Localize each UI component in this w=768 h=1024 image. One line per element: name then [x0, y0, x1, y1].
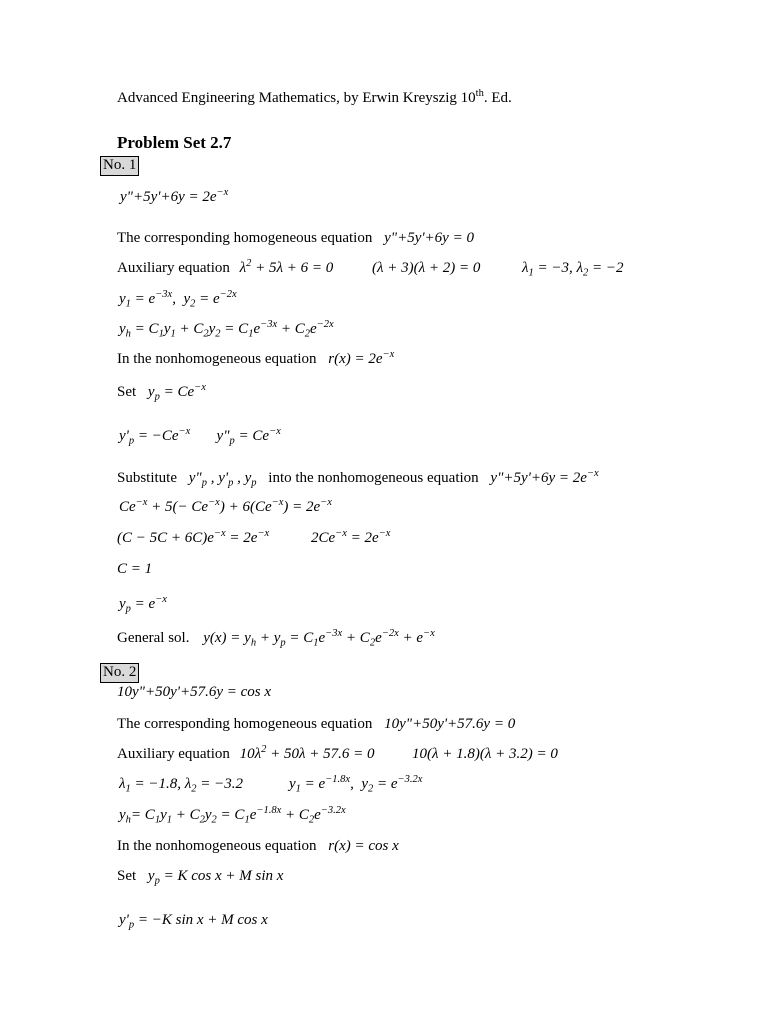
p2-yp-guess: $y_p = K$ cos x + M sin x [147, 868, 284, 887]
p1-substitute-line [117, 468, 599, 489]
problem-2-label: No. 2 [100, 663, 139, 683]
p1-general-eq: $y(x) = y_h + y_p = C_1e^{-3x} + C_2e^{-2x} + e^{-x}$ [203, 628, 435, 649]
p1-c-value: C = 1 [117, 561, 153, 577]
p2-homogeneous-line [117, 717, 515, 732]
p1-factored: (λ + 3)(λ + 2) = 0 [372, 260, 481, 276]
p1-yp-result: $y_p = e^{-x}$ [119, 594, 167, 615]
p1-yh: $y_h = C_1y_1 + C_2y_2 = C_1e^{-3x} + C_2e^{-2x}$ [119, 319, 334, 340]
p1-sub-line-2b: $2Ce^{-x} = 2e^{-x}$ [311, 528, 391, 546]
p1-auxiliary-line [117, 258, 334, 276]
p2-factored: 10(λ + 1.8)(λ + 3.2) = 0 [412, 746, 558, 762]
p1-sub-line-2a: $(C - 5C + 6C)e^{-x} = 2e^{-x}$ [117, 528, 270, 546]
p2-deriv: $y'_p = -K$ sin x + M cos x [119, 912, 268, 931]
p1-into-text: into the nonhomogeneous equation [268, 470, 479, 486]
p1-auxiliary-text: Auxiliary equation [117, 260, 230, 276]
document-header: Advanced Engineering Mathematics, by Erwin Kreyszig 10th. Ed. [117, 88, 512, 106]
p1-homogeneous-text: The corresponding homogeneous equation [117, 230, 373, 246]
problem-1-label: No. 1 [100, 156, 139, 176]
p2-homogeneous-eq: 10y"+50y'+57.6y = 0 [384, 716, 516, 732]
p1-homogeneous-eq: y"+5y'+6y = 0 [384, 230, 474, 246]
p2-yh: $y_h= C_1y_1 + C_2y_2 = C_1e^{-1.8x} + C_2e^{-3.2x}$ [119, 805, 346, 826]
p2-set-line [117, 868, 284, 887]
p2-roots: $\lambda_1 = -1.8$, $\lambda_2 = -3.2$ [119, 776, 243, 795]
p2-nonhom-text: In the nonhomogeneous equation [117, 838, 317, 854]
p1-sub-eq: y"+5y'+6y = $2e^{-x}$ [490, 468, 599, 486]
p1-basis: $y_1 = e^{-3x}$, $y_2 = e^{-2x}$ [119, 289, 237, 310]
p1-yp-guess: $y_p = Ce^{-x}$ [147, 382, 206, 403]
p1-homogeneous-line [117, 231, 474, 246]
page-title: Problem Set 2.7 [117, 133, 232, 152]
p1-nonhom-text: In the nonhomogeneous equation [117, 351, 317, 367]
p1-set-text: Set [117, 384, 137, 400]
p1-derivs: $y'_p = -Ce^{-x}$ $y"_p = Ce^{-x}$ [119, 426, 281, 447]
p1-substitute-text: Substitute [117, 470, 178, 486]
problem-2-equation: 10y"+50y'+57.6y = cos x [117, 684, 271, 700]
p1-sub-terms: $y"_p$ , $y'_p$ , $y_p$ [188, 470, 257, 489]
p1-general-text: General sol. [117, 630, 190, 646]
p1-general-line [117, 628, 435, 649]
p1-roots: $\lambda_1 = -3$, $\lambda_2 = -2$ [522, 260, 624, 279]
p1-sub-line-1: $Ce^{-x} + 5(- Ce^{-x}) + 6(Ce^{-x}) = 2e^{-x}$ [119, 497, 332, 515]
p2-rx: r(x) = cos x [328, 838, 399, 854]
p2-auxiliary-eq: $10\lambda^2 + 50\lambda + 57.6 = 0$ [239, 744, 375, 762]
p2-basis: $y_1 = e^{-1.8x}$, $y_2 = e^{-3.2x}$ [289, 774, 423, 795]
p2-set-text: Set [117, 868, 137, 884]
p1-nonhom-line [117, 349, 395, 367]
p1-set-line [117, 382, 206, 403]
p2-nonhom-line [117, 839, 399, 854]
problem-1-equation: y"+5y'+6y = $2e^{-x}$ [120, 187, 229, 205]
p2-auxiliary-line [117, 744, 375, 762]
p2-homogeneous-text: The corresponding homogeneous equation [117, 716, 373, 732]
p1-rx: $r(x) = 2e^{-x}$ [328, 349, 395, 367]
p1-auxiliary-eq: $\lambda^2 + 5\lambda + 6 = 0$ [239, 258, 334, 276]
p2-auxiliary-text: Auxiliary equation [117, 746, 230, 762]
